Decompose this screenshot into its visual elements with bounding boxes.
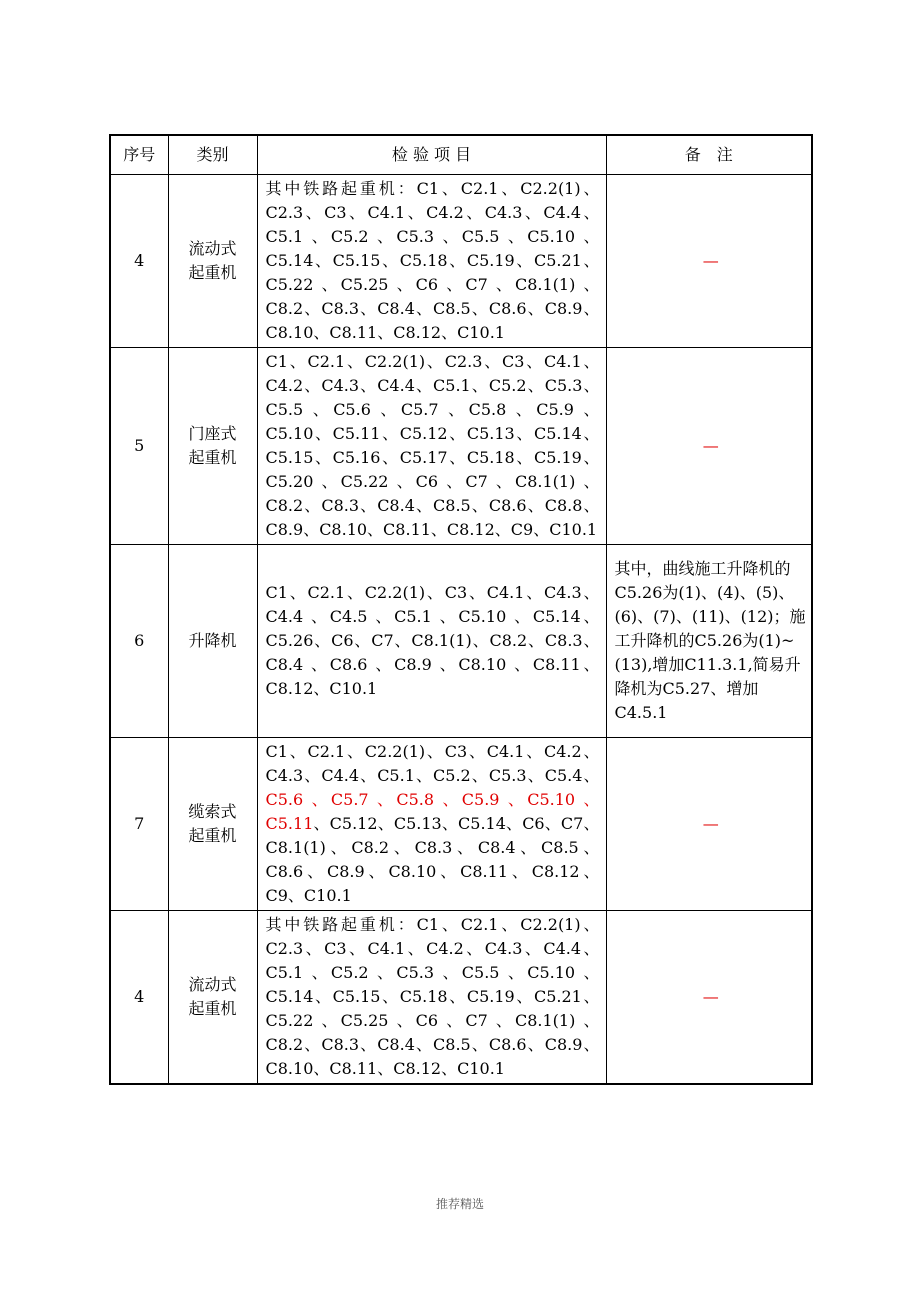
row-category <box>168 911 257 1085</box>
items-part: C1、C2.1、C2.2(1)、C3、C4.1、C4.2、C4.3、C4.4、C5.1、C5.2、C5.3、C5.4、 <box>265 742 600 785</box>
row-items: C1、C2.1、C2.2(1)、C2.3、C3、C4.1、C4.2、C4.3、C4.4、C5.1、C5.2、C5.3、C5.5 、C5.6 、C5.7 、C5.8 、C5.9 、C5.10、C5.11、C5.12、C5.13、C5.14、C5.15、C5.16、C5.17、C5.18、C5.19、C5.20 、C5.22 、C6 、C7 、C8.1(1) 、C8.2、C8.3、C8.4、C8.5、C8.6、C8.8、C8.9、C8.10、C8.11、C8.12、C9、C10.1 <box>257 348 606 545</box>
row-no: 7 <box>110 738 168 911</box>
header-category: 类别 <box>168 135 257 175</box>
row-items <box>257 738 606 911</box>
row-note <box>606 348 812 545</box>
row-note <box>606 911 812 1085</box>
table-row <box>110 348 812 545</box>
category-line: 起重机 <box>188 263 237 282</box>
header-note: 备 注 <box>606 135 812 175</box>
row-items: 其中铁路起重机：C1、C2.1、C2.2(1)、C2.3、C3、C4.1、C4.2、C4.3、C4.4、C5.1 、C5.2 、C5.3 、C5.5 、C5.10 、C5.14、C5.15、C5.18、C5.19、C5.21、C5.22 、C5.25 、C6 、C7 、C8.1(1) 、C8.2、C8.3、C8.4、C8.5、C8.6、C8.9、C8.10、C8.11、C8.12、C10.1 <box>257 911 606 1085</box>
row-note <box>606 175 812 348</box>
note-dash: — <box>702 987 719 1006</box>
header-row <box>110 135 812 175</box>
category-line: 起重机 <box>188 826 237 845</box>
row-no: 4 <box>110 911 168 1085</box>
row-items: 其中铁路起重机：C1、C2.1、C2.2(1)、C2.3、C3、C4.1、C4.2、C4.3、C4.4、C5.1 、C5.2 、C5.3 、C5.5 、C5.10 、C5.14、C5.15、C5.18、C5.19、C5.21、C5.22 、C5.25 、C6 、C7 、C8.1(1) 、C8.2、C8.3、C8.4、C8.5、C8.6、C8.9、C8.10、C8.11、C8.12、C10.1 <box>257 175 606 348</box>
row-category <box>168 348 257 545</box>
category-line: 门座式 <box>188 424 237 443</box>
category-line: 起重机 <box>188 999 237 1018</box>
row-note <box>606 738 812 911</box>
table-row <box>110 911 812 1085</box>
category-line: 缆索式 <box>188 802 237 821</box>
row-no: 5 <box>110 348 168 545</box>
category-line: 流动式 <box>188 975 237 994</box>
header-no: 序号 <box>110 135 168 175</box>
row-category <box>168 545 257 738</box>
row-note-text: 其中，曲线施工升降机的C5.26为(1)、(4)、(5)、(6)、(7)、(11)、(12)；施工升降机的C5.26为(1)~(13),增加C11.3.1,简易升降机为C5.27、增加C4.5.1 <box>606 545 812 738</box>
row-items: C1、C2.1、C2.2(1)、C3、C4.1、C4.3、C4.4 、C4.5 、C5.1 、C5.10 、C5.14、C5.26、C6、C7、C8.1(1)、C8.2、C8.3、C8.4 、C8.6 、C8.9 、C8.10 、C8.11、C8.12、C10.1 <box>257 545 606 738</box>
category-line: 流动式 <box>188 239 237 258</box>
page-footer: 推荐精选 <box>435 1197 484 1211</box>
row-no: 4 <box>110 175 168 348</box>
items-highlight: C5.6 、C5.7 、C5.8 、C5.9 、C5.10 、C5.11 <box>265 790 600 833</box>
table-row <box>110 175 812 348</box>
note-dash: — <box>702 814 719 833</box>
note-dash: — <box>702 251 719 270</box>
row-category <box>168 738 257 911</box>
inspection-table <box>109 134 813 1085</box>
table-row <box>110 545 812 738</box>
note-dash: — <box>702 436 719 455</box>
items-part: 、C5.12、C5.13、C5.14、C6、C7、C8.1(1)、C8.2、C8.3、C8.4、C8.5、C8.6、C8.9、C8.10、C8.11、C8.12、C9、C10.1 <box>265 814 600 905</box>
category-line: 起重机 <box>188 448 237 467</box>
header-items: 检 验 项 目 <box>257 135 606 175</box>
row-category <box>168 175 257 348</box>
category-line: 升降机 <box>188 631 237 650</box>
row-no: 6 <box>110 545 168 738</box>
table-row <box>110 738 812 911</box>
